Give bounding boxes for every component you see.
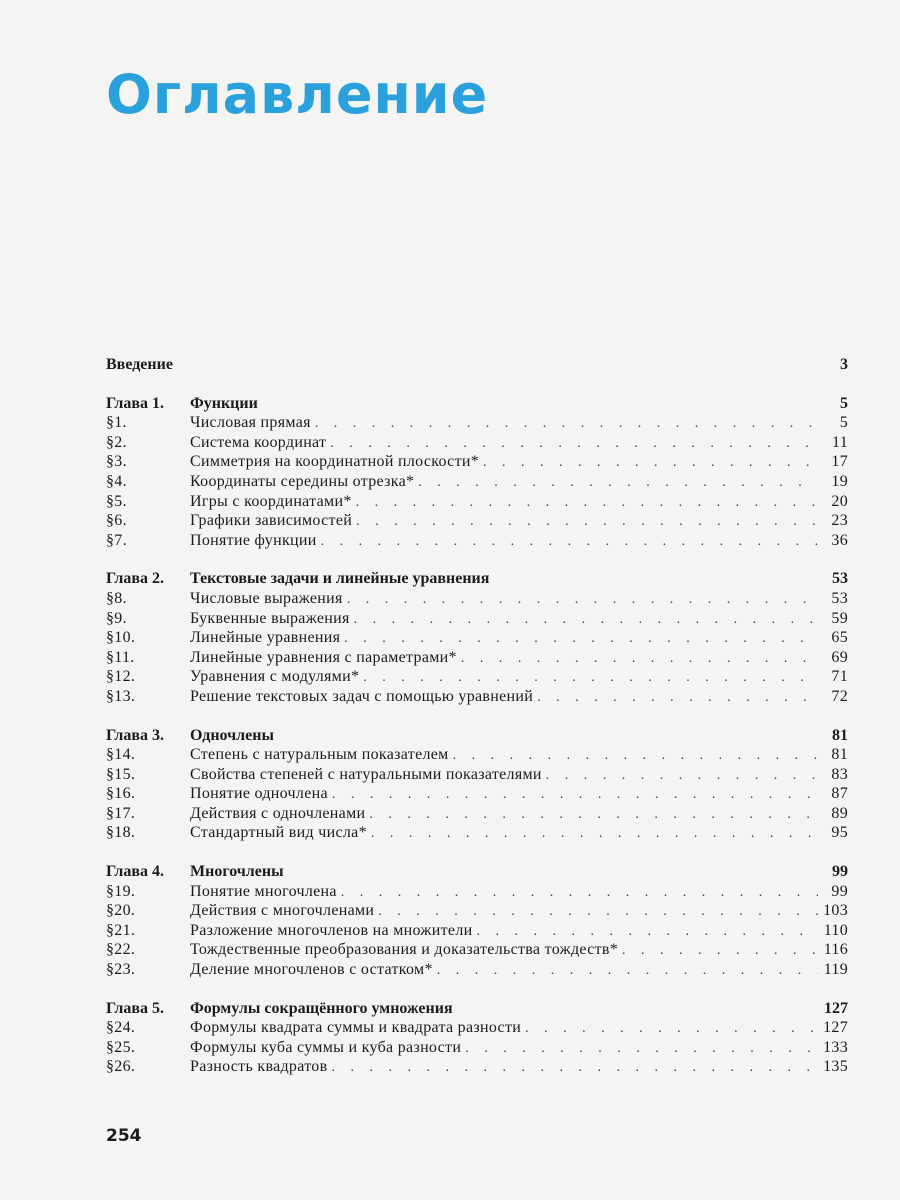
dot-leader xyxy=(546,766,818,786)
section-title: Числовые выражения xyxy=(190,589,343,607)
toc-spacer xyxy=(106,375,848,394)
section-title: Понятие одночлена xyxy=(190,785,328,803)
toc-section-row xyxy=(106,1057,848,1077)
dot-leader xyxy=(622,941,818,961)
section-number: §21. xyxy=(106,921,136,939)
section-title: Игры с координатами* xyxy=(190,492,352,510)
table-of-contents xyxy=(106,355,848,1077)
section-title: Буквенные выражения xyxy=(190,609,350,627)
toc-section-row xyxy=(106,765,848,785)
section-number: §24. xyxy=(106,1019,136,1037)
dot-leader xyxy=(453,746,818,766)
dot-leader xyxy=(369,805,818,825)
section-number: §17. xyxy=(106,804,136,822)
dot-leader xyxy=(437,961,818,981)
page-reference: 3 xyxy=(840,356,848,373)
page-reference: 119 xyxy=(823,961,848,979)
section-title: Разложение многочленов на множители xyxy=(190,921,473,939)
section-number: §25. xyxy=(106,1038,136,1056)
toc-section-row xyxy=(106,784,848,804)
section-number: §12. xyxy=(106,668,136,686)
page-reference: 69 xyxy=(831,648,848,666)
toc-section-row xyxy=(106,1018,848,1038)
page-reference: 99 xyxy=(832,863,848,881)
dot-leader xyxy=(356,493,818,513)
section-title: Формулы квадрата суммы и квадрата разности xyxy=(190,1019,522,1037)
dot-leader xyxy=(330,434,818,454)
dot-leader xyxy=(537,688,818,708)
section-number: §3. xyxy=(106,453,127,471)
section-title: Решение текстовых задач с помощью уравнений xyxy=(190,687,534,705)
section-title: Уравнения с модулями* xyxy=(190,668,360,686)
section-title: Симметрия на координатной плоскости* xyxy=(190,453,480,471)
page-title: Оглавление xyxy=(106,63,489,126)
section-title: Разность квадратов xyxy=(190,1058,328,1076)
dot-leader xyxy=(354,610,818,630)
toc-section-row xyxy=(106,901,848,921)
section-number: §11. xyxy=(106,648,135,666)
section-number: §14. xyxy=(106,746,136,764)
section-number: §2. xyxy=(106,433,127,451)
section-number: §19. xyxy=(106,882,136,900)
section-number: §4. xyxy=(106,472,127,490)
page-reference: 53 xyxy=(831,589,848,607)
dot-leader xyxy=(341,883,818,903)
dot-leader xyxy=(378,902,818,922)
toc-chapter-row xyxy=(106,569,848,589)
toc-section-row xyxy=(106,628,848,648)
dot-leader xyxy=(315,414,818,434)
toc-section-row xyxy=(106,531,848,551)
dot-leader xyxy=(344,629,818,649)
chapter-number: Глава 5. xyxy=(106,999,164,1017)
toc-chapter-row xyxy=(106,726,848,746)
dot-leader xyxy=(418,473,818,493)
page-reference: 5 xyxy=(840,394,848,412)
chapter-title: Текстовые задачи и линейные уравнения xyxy=(190,570,490,588)
page-reference: 127 xyxy=(824,999,848,1017)
toc-section-row xyxy=(106,882,848,902)
page-reference: 87 xyxy=(831,785,848,803)
chapter-title: Формулы сокращённого умножения xyxy=(190,999,453,1017)
toc-section-row xyxy=(106,492,848,512)
chapter-number: Глава 2. xyxy=(106,570,164,588)
section-title: Формулы куба суммы и куба разности xyxy=(190,1038,462,1056)
chapter-number: Глава 4. xyxy=(106,863,164,881)
page-reference: 5 xyxy=(839,414,848,432)
toc-spacer xyxy=(106,707,848,726)
toc-section-row xyxy=(106,609,848,629)
section-title: Стандартный вид числа* xyxy=(190,824,367,842)
page-reference: 127 xyxy=(823,1019,848,1037)
section-title: Тождественные преобразования и доказательства тождеств* xyxy=(190,941,619,959)
page-reference: 23 xyxy=(831,512,848,530)
dot-leader xyxy=(356,512,818,532)
toc-section-row xyxy=(106,960,848,980)
toc-spacer xyxy=(106,843,848,862)
chapter-title: Многочлены xyxy=(190,863,284,881)
page-reference: 89 xyxy=(831,804,848,822)
dot-leader xyxy=(461,649,818,669)
dot-leader xyxy=(483,453,818,473)
toc-spacer xyxy=(106,980,848,999)
section-number: §20. xyxy=(106,902,136,920)
section-number: §16. xyxy=(106,785,136,803)
page-reference: 103 xyxy=(823,902,848,920)
page-reference: 72 xyxy=(831,687,848,705)
section-title: Понятие функции xyxy=(190,531,317,549)
dot-leader xyxy=(465,1039,818,1059)
section-title: Линейные уравнения с параметрами* xyxy=(190,648,457,666)
section-title: Деление многочленов с остатком* xyxy=(190,961,433,979)
toc-section-row xyxy=(106,921,848,941)
section-title: Числовая прямая xyxy=(190,414,311,432)
toc-section-row xyxy=(106,648,848,668)
page-reference: 133 xyxy=(823,1038,848,1056)
section-number: §26. xyxy=(106,1058,136,1076)
toc-chapter-row xyxy=(106,862,848,882)
section-title: Понятие многочлена xyxy=(190,882,337,900)
toc-section-row xyxy=(106,472,848,492)
dot-leader xyxy=(363,668,818,688)
section-title: Координаты середины отрезка* xyxy=(190,472,415,490)
dot-leader xyxy=(525,1019,818,1039)
toc-section-row xyxy=(106,511,848,531)
toc-section-row xyxy=(106,589,848,609)
chapter-number: Глава 3. xyxy=(106,726,164,744)
page-reference: 71 xyxy=(831,668,848,686)
toc-section-row xyxy=(106,433,848,453)
toc-section-row xyxy=(106,745,848,765)
toc-section-row xyxy=(106,940,848,960)
toc-chapter-row xyxy=(106,355,848,375)
toc-section-row xyxy=(106,413,848,433)
page-reference: 116 xyxy=(823,941,848,959)
section-number: §18. xyxy=(106,824,136,842)
toc-chapter-row xyxy=(106,394,848,414)
section-number: §9. xyxy=(106,609,127,627)
chapter-title: Функции xyxy=(190,394,258,412)
page-reference: 19 xyxy=(831,472,848,490)
toc-section-row xyxy=(106,823,848,843)
page-reference: 95 xyxy=(831,824,848,842)
page-reference: 81 xyxy=(831,746,848,764)
dot-leader xyxy=(321,532,818,552)
section-title: Действия с многочленами xyxy=(190,902,375,920)
section-number: §13. xyxy=(106,687,136,705)
section-number: §5. xyxy=(106,492,127,510)
page-reference: 17 xyxy=(831,453,848,471)
section-number: §7. xyxy=(106,531,127,549)
page-reference: 53 xyxy=(832,570,848,588)
chapter-number: Глава 1. xyxy=(106,394,164,412)
page-reference: 65 xyxy=(831,629,848,647)
dot-leader xyxy=(332,785,818,805)
section-number: §22. xyxy=(106,941,136,959)
section-number: §15. xyxy=(106,765,136,783)
page-reference: 20 xyxy=(831,492,848,510)
toc-section-row xyxy=(106,687,848,707)
chapter-number: Введение xyxy=(106,356,173,373)
section-number: §10. xyxy=(106,629,136,647)
section-number: §1. xyxy=(106,414,127,432)
section-title: Система координат xyxy=(190,433,327,451)
section-title: Свойства степеней с натуральными показателями xyxy=(190,765,542,783)
page-number: 254 xyxy=(106,1126,142,1146)
section-number: §23. xyxy=(106,961,136,979)
dot-leader xyxy=(347,590,818,610)
dot-leader xyxy=(476,922,818,942)
section-title: Графики зависимостей xyxy=(190,512,353,530)
toc-section-row xyxy=(106,452,848,472)
page-reference: 59 xyxy=(831,609,848,627)
page-reference: 11 xyxy=(831,433,848,451)
toc-section-row xyxy=(106,667,848,687)
page-reference: 99 xyxy=(831,882,848,900)
page-reference: 83 xyxy=(831,765,848,783)
page-reference: 81 xyxy=(832,726,848,744)
section-number: §6. xyxy=(106,512,127,530)
section-title: Линейные уравнения xyxy=(190,629,341,647)
toc-spacer xyxy=(106,550,848,569)
page-reference: 135 xyxy=(823,1058,848,1076)
section-number: §8. xyxy=(106,589,127,607)
section-title: Действия с одночленами xyxy=(190,804,366,822)
dot-leader xyxy=(331,1058,818,1078)
section-title: Степень с натуральным показателем xyxy=(190,746,449,764)
toc-chapter-row xyxy=(106,999,848,1019)
toc-section-row xyxy=(106,804,848,824)
toc-section-row xyxy=(106,1038,848,1058)
dot-leader xyxy=(371,824,818,844)
chapter-title: Одночлены xyxy=(190,726,274,744)
page-reference: 110 xyxy=(823,921,848,939)
page-reference: 36 xyxy=(831,531,848,549)
